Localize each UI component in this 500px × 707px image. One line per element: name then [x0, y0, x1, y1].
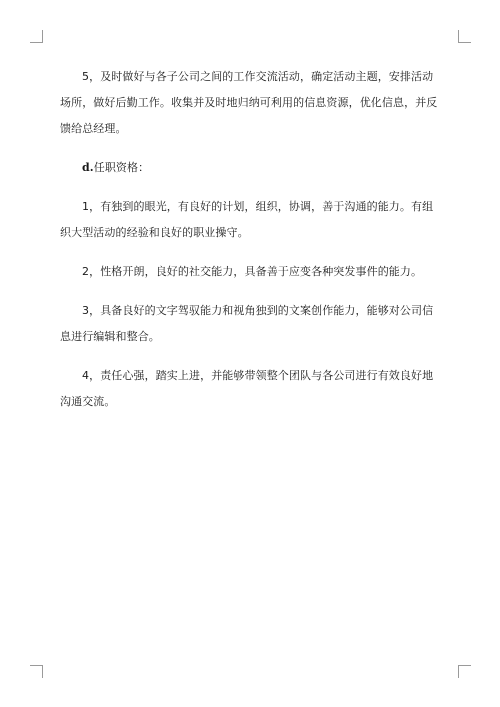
paragraph-qualification-3: 3，具备良好的文字驾驭能力和视角独到的文案创作能力，能够对公司信息进行编辑和整合。	[60, 304, 434, 343]
page-corner-mark-top-left	[30, 30, 43, 43]
page-corner-mark-bottom-left	[30, 665, 43, 678]
page-corner-mark-top-right	[458, 30, 471, 43]
document-body	[60, 64, 444, 428]
paragraph-qualification-1: 1，有独到的眼光，有良好的计划，组织，协调，善于沟通的能力。有组织大型活动的经验和良好的职业操守。	[60, 200, 434, 239]
paragraph-qualification-2: 2，性格开朗，良好的社交能力，具备善于应变各种突发事件的能力。	[82, 265, 423, 278]
paragraph-qualification-4: 4，责任心强，踏实上进，并能够带领整个团队与各公司进行有效良好地沟通交流。	[60, 369, 434, 408]
section-heading-qualifications	[60, 155, 444, 181]
page-corner-mark-bottom-right	[458, 665, 471, 678]
paragraph-duty-5: 5，及时做好与各子公司之间的工作交流活动，确定活动主题，安排活动场所，做好后勤工作。收集并及时地归纳可利用的信息资源，优化信息，并反馈给总经理。	[60, 70, 438, 135]
section-heading-text: 任职资格：	[93, 161, 150, 174]
section-heading-label: d.	[82, 161, 94, 174]
